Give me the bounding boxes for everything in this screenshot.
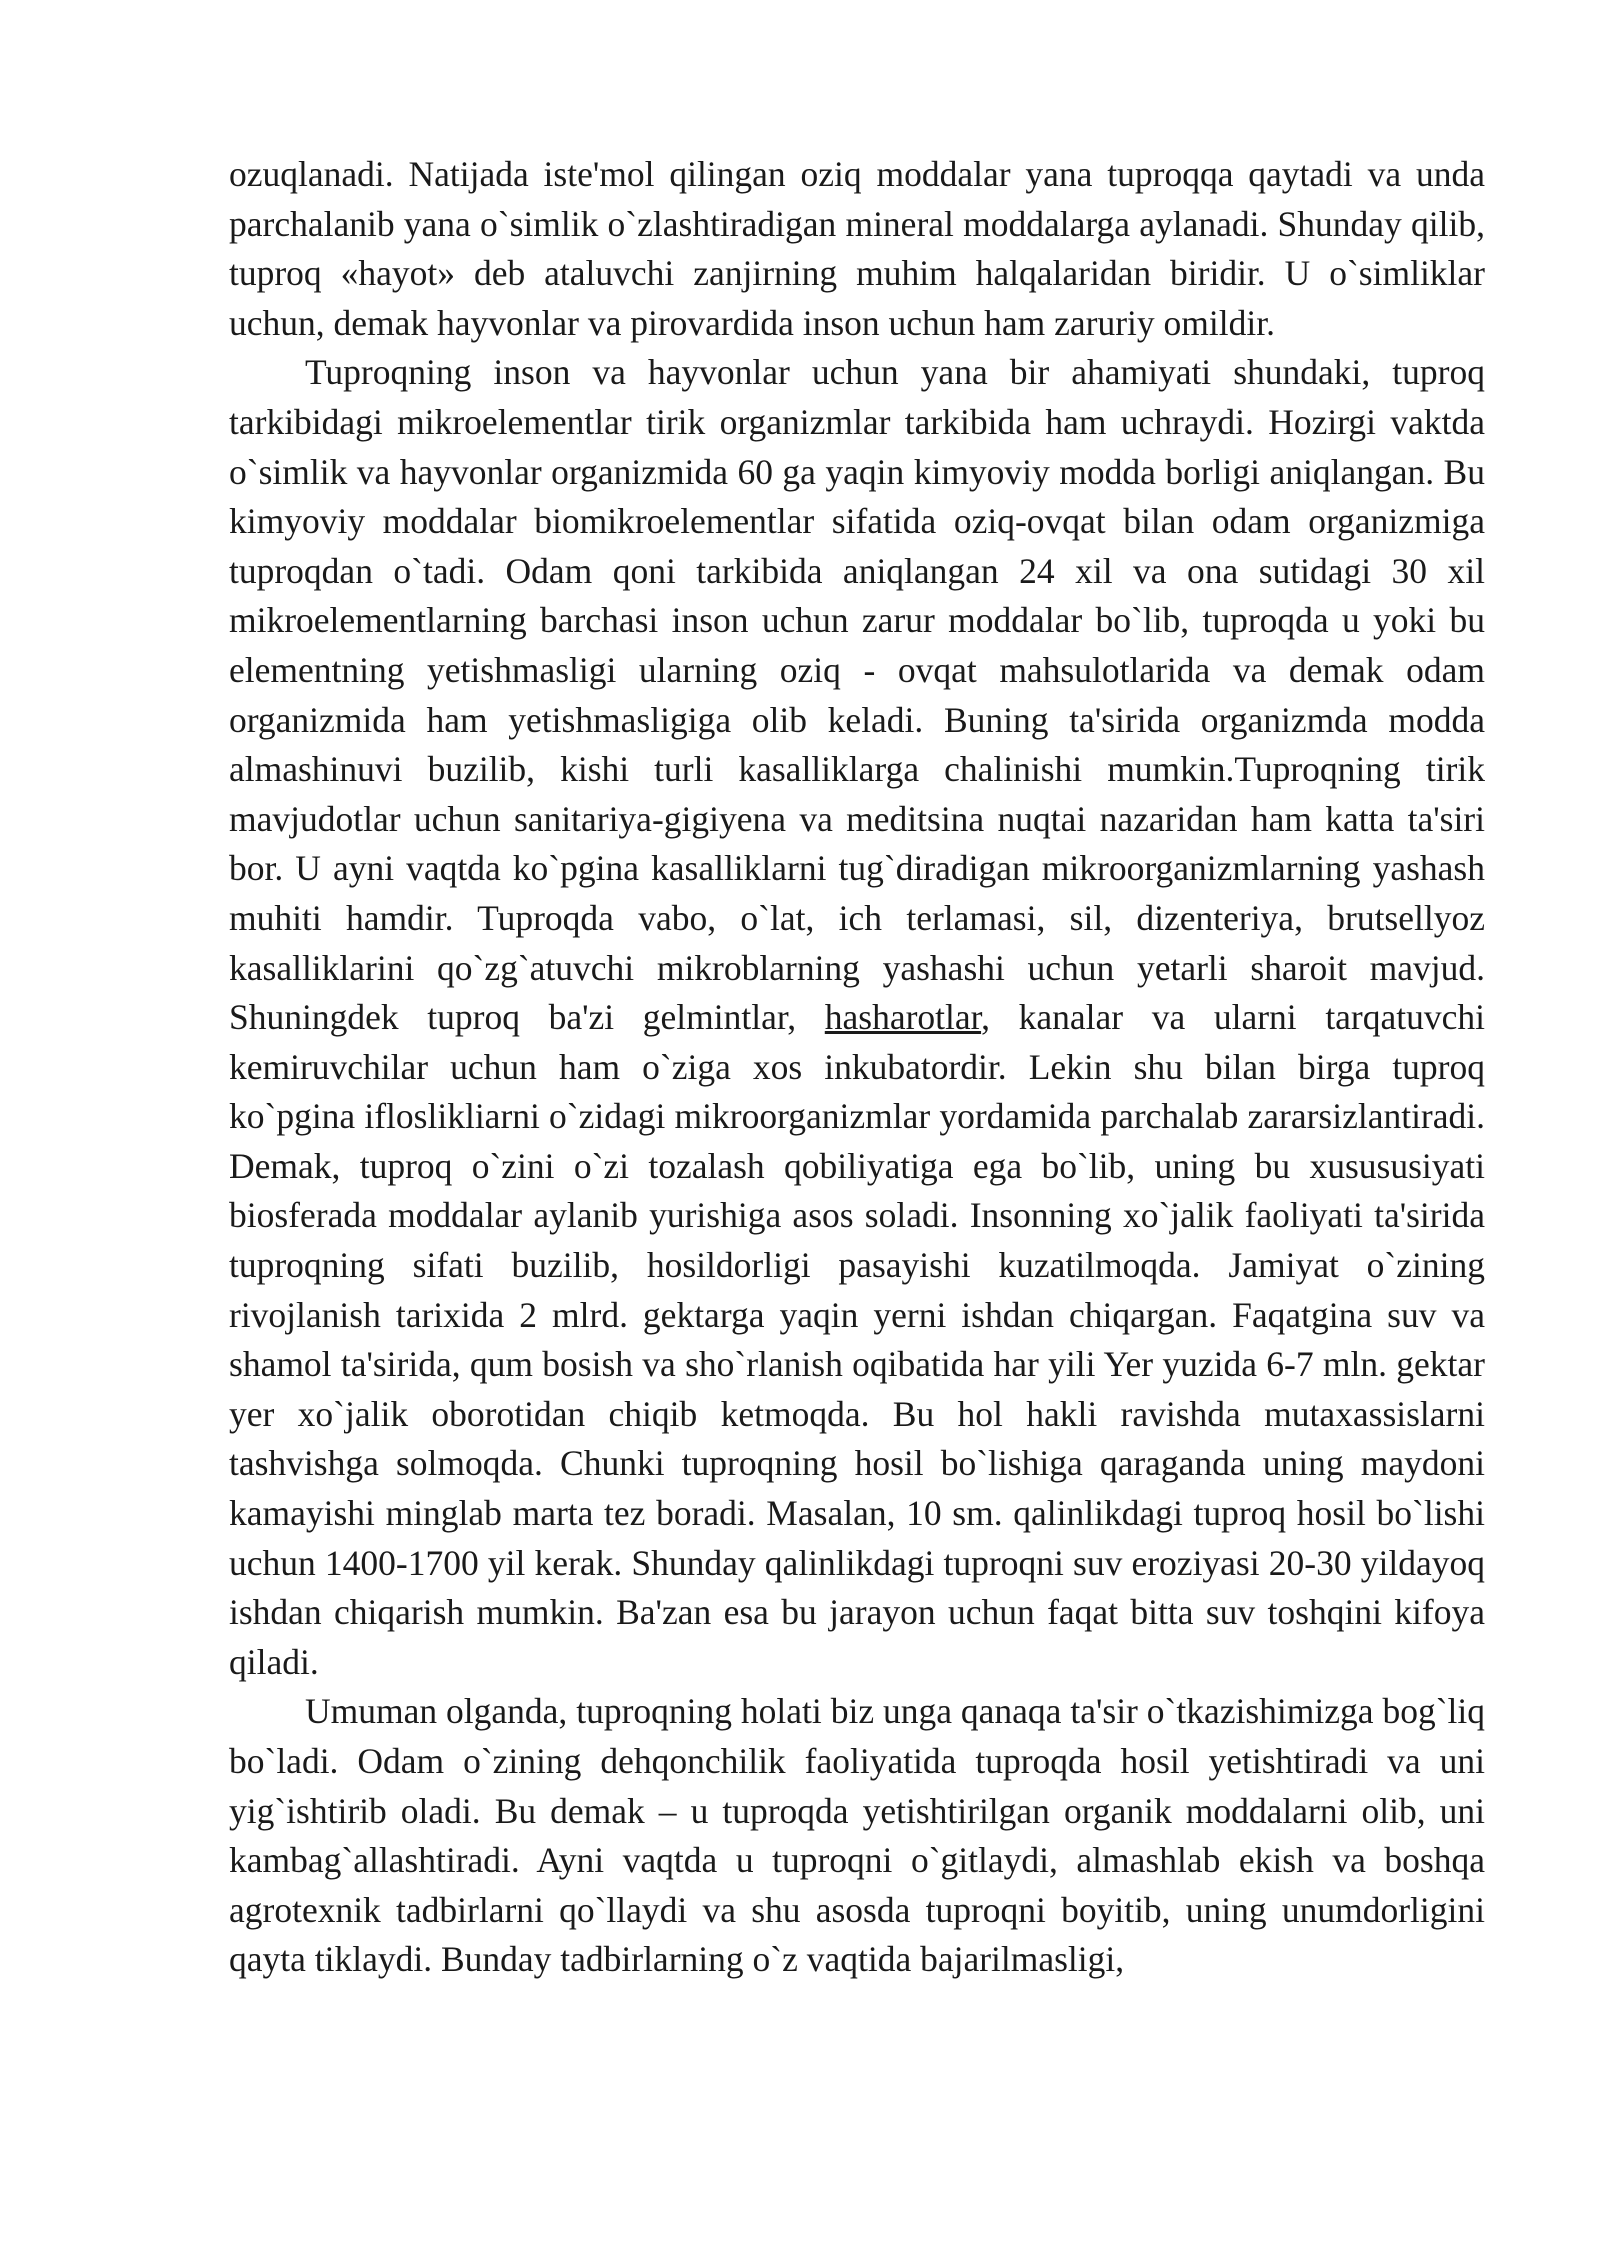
- paragraph-3: Umuman olganda, tuproqning holati biz unga qanaqa ta'sir o`tkazishimizga bog`liq bo`ladi. Odam o`zining dehqonchilik faoliyatida tuproqda hosil yetishtiradi va uni yig`ishtirib oladi. Bu demak – u tuproqda yetishtirilgan organik moddalarni olib, uni kambag`allashtiradi. Ayni vaqtda u tuproqni o`gitlaydi, almashlab ekish va boshqa agrotexnik tadbirlarni qo`llaydi va shu asosda tuproqni boyitib, uning unumdorligini qayta tiklaydi. Bunday tadbirlarning o`z vaqtida bajarilmasligi,: [229, 1691, 1485, 1980]
- paragraph-2-text-end: , kanalar va ularni tarqatuvchi kemiruvchilar uchun ham o`ziga xos inkubatordir. Lekin shu bilan birga tuproq ko`pgina ifloslikliarni o`zidagi mikroorganizmlar yordamida parchalab zararsizlantiradi. Demak, tuproq o`zini o`zi tozalash qobiliyatiga ega bo`lib, uning bu xusususiyati biosferada moddalar aylanib yurishiga asos soladi. Insonning xo`jalik faoliyati ta'sirida tuproqning sifati buzilib, hosildorligi pasayishi kuzatilmoqda. Jamiyat o`zining rivojlanish tarixida 2 mlrd. gektarga yaqin yerni ishdan chiqargan. Faqatgina suv va shamol ta'sirida, qum bosish va sho`rlanish oqibatida har yili Yer yuzida 6-7 mln. gektar yer xo`jalik oborotidan chiqib ketmoqda. Bu hol hakli ravishda mutaxassislarni tashvishga solmoqda. Chunki tuproqning hosil bo`lishiga qaraganda uning maydoni kamayishi minglab marta tez boradi. Masalan, 10 sm. qalinlikdagi tuproq hosil bo`lishi uchun 1400-1700 yil kerak. Shunday qalinlikdagi tuproqni suv eroziyasi 20-30 yildayoq ishdan chiqarish mumkin. Ba'zan esa bu jarayon uchun faqat bitta suv toshqini kifoya qiladi.: [229, 997, 1485, 1682]
- hasharotlar-link[interactable]: hasharotlar: [824, 997, 982, 1038]
- body-text: [229, 150, 1485, 1985]
- paragraph-2: [229, 348, 1485, 1687]
- paragraph-2-text-start: Tuproqning inson va hayvonlar uchun yana bir ahamiyati shundaki, tuproq tarkibidagi mikroelementlar tirik organizmlar tarkibida ham uchraydi. Hozirgi vaktda o`simlik va hayvonlar organizmida 60 ga yaqin kimyoviy modda borligi aniqlangan. Bu kimyoviy moddalar biomikroelementlar sifatida oziq-ovqat bilan odam organizmiga tuproqdan o`tadi. Odam qoni tarkibida aniqlangan 24 xil va ona sutidagi 30 xil mikroelementlarning barchasi inson uchun zarur moddalar bo`lib, tuproqda u yoki bu elementning yetishmasligi ularning oziq - ovqat mahsulotlarida va demak odam organizmida ham yetishmasligiga olib keladi. Buning ta'sirida organizmda modda almashinuvi buzilib, kishi turli kasalliklarga chalinishi mumkin.Tuproqning tirik mavjudotlar uchun sanitariya-gigiyena va meditsina nuqtai nazaridan ham katta ta'siri bor. U ayni vaqtda ko`pgina kasalliklarni tug`diradigan mikroorganizmlarning yashash muhiti hamdir. Tuproqda vabo, o`lat, ich terlamasi, sil, dizenteriya, brutsellyoz kasalliklarini qo`zg`atuvchi mikroblarning yashashi uchun yetarli sharoit mavjud. Shuningdek tuproq ba'zi gelmintlar,: [229, 352, 1485, 1038]
- paragraph-1: ozuqlanadi. Natijada iste'mol qilingan oziq moddalar yana tuproqqa qaytadi va unda parchalanib yana o`simlik o`zlashtiradigan mineral moddalarga aylanadi. Shunday qilib, tuproq «hayot» deb ataluvchi zanjirning muhim halqalaridan biridir. U o`simliklar uchun, demak hayvonlar va pirovardida inson uchun ham zaruriy omildir.: [229, 154, 1485, 343]
